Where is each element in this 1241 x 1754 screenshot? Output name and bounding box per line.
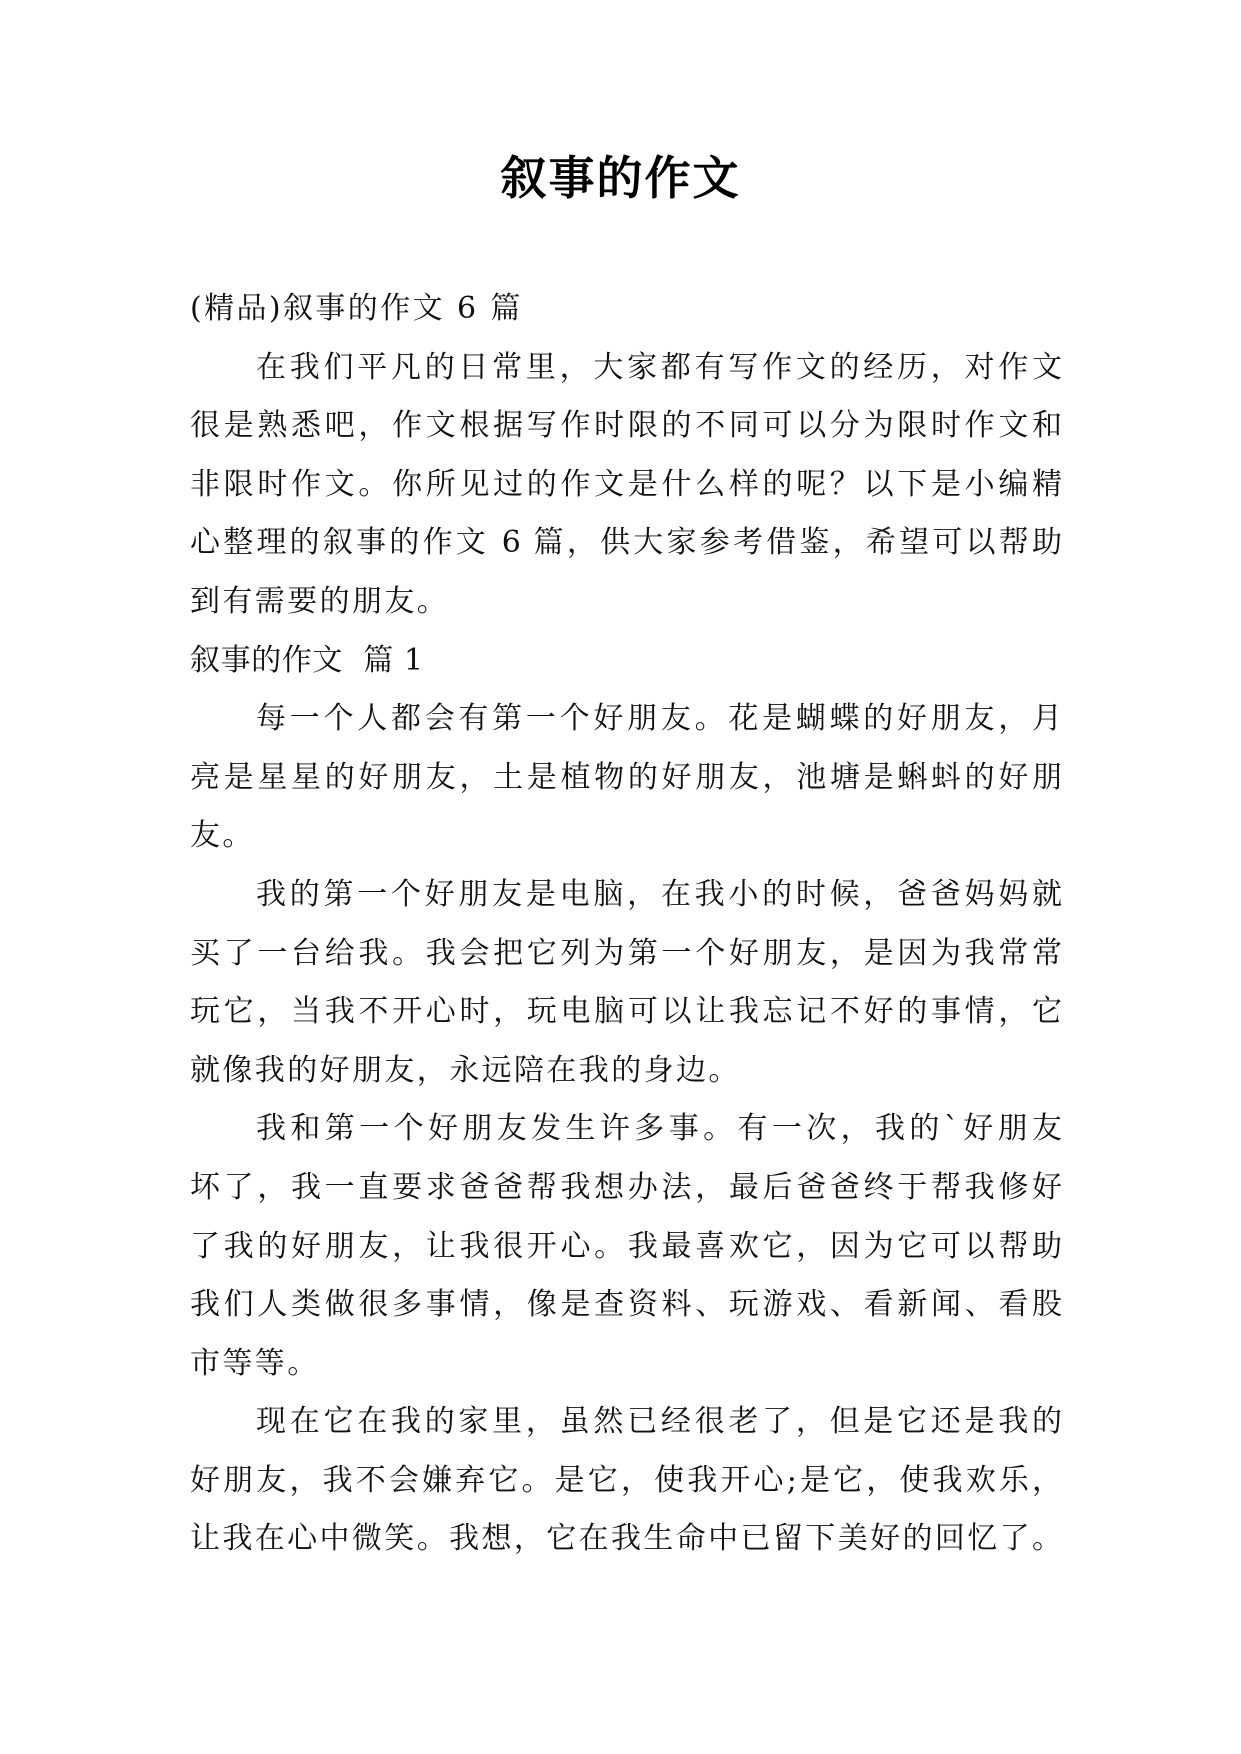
text-line: 现在它在我的家里，虽然已经很老了，但是它还是我的: [256, 1404, 1062, 1440]
text-line: 就像我的好朋友，永远陪在我的身边。: [190, 1052, 741, 1088]
text-line: 我们人类做很多事情，像是查资料、玩游戏、看新闻、看股: [190, 1287, 1062, 1323]
text-line: 我的第一个好朋友是电脑，在我小的时候，爸爸妈妈就: [256, 876, 1062, 912]
text-line: 好朋友，我不会嫌弃它。是它，使我开心;是它，使我欢乐，: [190, 1462, 1062, 1498]
text-line: 让我在心中微笑。我想，它在我生命中已留下美好的回忆了。: [190, 1521, 1062, 1557]
body-paragraph: [190, 1393, 1062, 1569]
text-line: 买了一台给我。我会把它列为第一个好朋友，是因为我常常: [190, 935, 1062, 971]
text-line: 坏了，我一直要求爸爸帮我想办法，最后爸爸终于帮我修好: [190, 1169, 1062, 1205]
text-line: 市等等。: [190, 1345, 320, 1381]
body-paragraph: [190, 866, 1062, 1100]
text-line: 心整理的叙事的作文 6 篇，供大家参考借鉴，希望可以帮助: [190, 525, 1062, 561]
text-line: 到有需要的朋友。: [190, 583, 450, 619]
text-line: 我和第一个好朋友发生许多事。有一次，我的`好朋友: [256, 1111, 1062, 1147]
document-subtitle: (精品)叙事的作文 6 篇: [190, 291, 523, 326]
text-line: 玩它，当我不开心时，玩电脑可以让我忘记不好的事情，它: [190, 994, 1062, 1030]
text-line: 每一个人都会有第一个好朋友。花是蝴蝶的好朋友，月: [256, 701, 1062, 737]
intro-paragraph: [190, 339, 1062, 632]
text-line: 非限时作文。你所见过的作文是什么样的呢？以下是小编精: [190, 466, 1062, 502]
section-heading: 叙事的作文 篇 1: [190, 642, 424, 678]
document-title: 叙事的作文: [500, 151, 741, 205]
text-line: 友。: [190, 818, 255, 854]
text-line: 了我的好朋友，让我很开心。我最喜欢它，因为它可以帮助: [190, 1228, 1062, 1264]
text-line: 很是熟悉吧，作文根据写作时限的不同可以分为限时作文和: [190, 408, 1062, 444]
body-paragraph: [190, 1100, 1062, 1393]
text-line: 亮是星星的好朋友，土是植物的好朋友，池塘是蝌蚪的好朋: [190, 759, 1062, 795]
body-paragraph: [190, 690, 1062, 866]
document-body: [190, 280, 1062, 1569]
text-line: 在我们平凡的日常里，大家都有写作文的经历，对作文: [256, 349, 1062, 385]
